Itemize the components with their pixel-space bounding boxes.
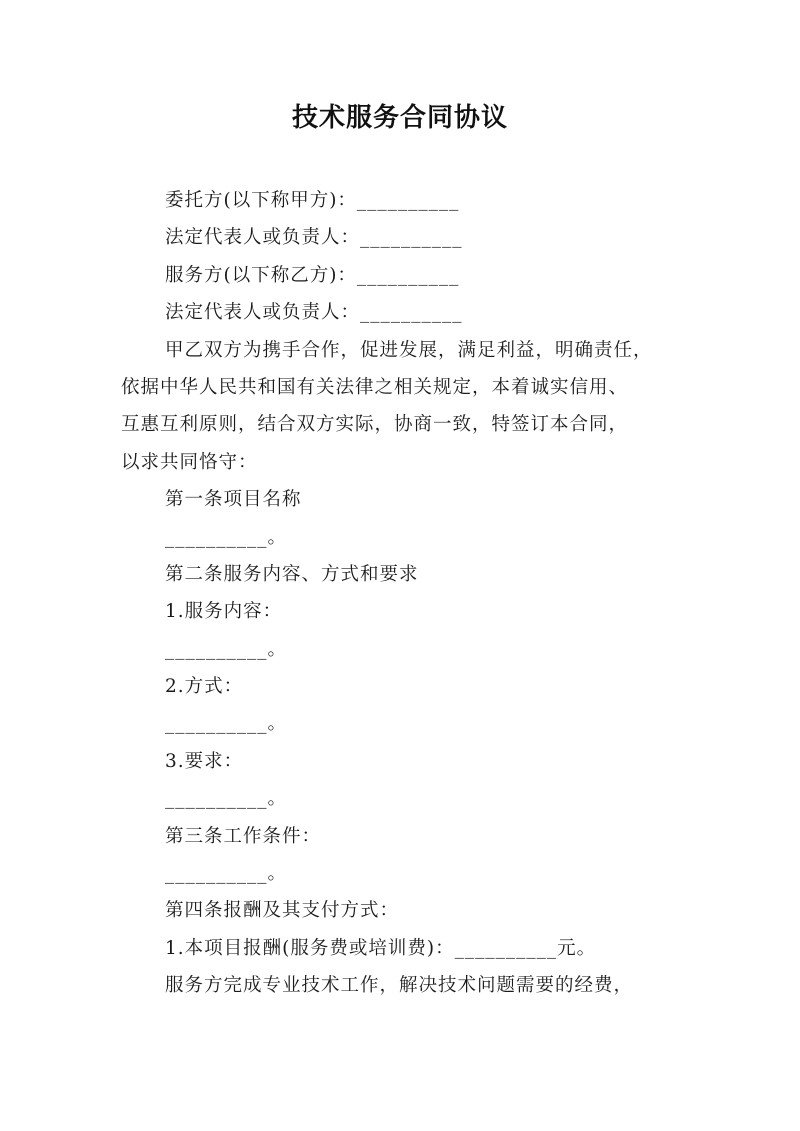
clause-3-heading: 第三条工作条件： — [165, 825, 322, 847]
preamble-line: 甲乙双方为携手合作，促进发展，满足利益，明确责任， — [165, 339, 653, 361]
method-blank: __________。 — [165, 713, 288, 735]
remuneration-line: 1.本项目报酬(服务费或培训费)：__________元。 — [165, 937, 597, 959]
requirements-blank: __________。 — [165, 788, 288, 810]
party-b-representative-line: 法定代表人或负责人：__________ — [165, 302, 463, 324]
clause-2-heading: 第二条服务内容、方式和要求 — [165, 563, 419, 585]
party-a-line: 委托方(以下称甲方)：__________ — [165, 190, 460, 211]
document-body — [121, 182, 705, 1005]
clause-3-blank: __________。 — [165, 863, 288, 885]
party-a-representative-line: 法定代表人或负责人：__________ — [165, 227, 463, 249]
party-b-line: 服务方(以下称乙方)：__________ — [165, 264, 460, 286]
document-title: 技术服务合同协议 — [291, 103, 508, 133]
preamble-paragraph — [121, 332, 705, 482]
requirements-label: 3.要求： — [165, 750, 244, 772]
preamble-line: 以求共同恪守： — [121, 451, 258, 473]
method-label: 2.方式： — [165, 676, 244, 698]
clause-4-heading: 第四条报酬及其支付方式： — [165, 900, 400, 922]
service-content-blank: __________。 — [165, 638, 288, 660]
clause-1-heading: 第一条项目名称 — [165, 489, 302, 511]
preamble-line: 互惠互利原则，结合双方实际，协商一致，特签订本合同， — [121, 414, 629, 436]
funding-line: 服务方完成专业技术工作，解决技术问题需要的经费， — [165, 975, 634, 997]
clause-1-blank: __________。 — [165, 526, 288, 548]
preamble-line: 依据中华人民共和国有关法律之相关规定，本着诚实信用、 — [121, 376, 629, 398]
service-content-label: 1.服务内容： — [165, 601, 283, 623]
